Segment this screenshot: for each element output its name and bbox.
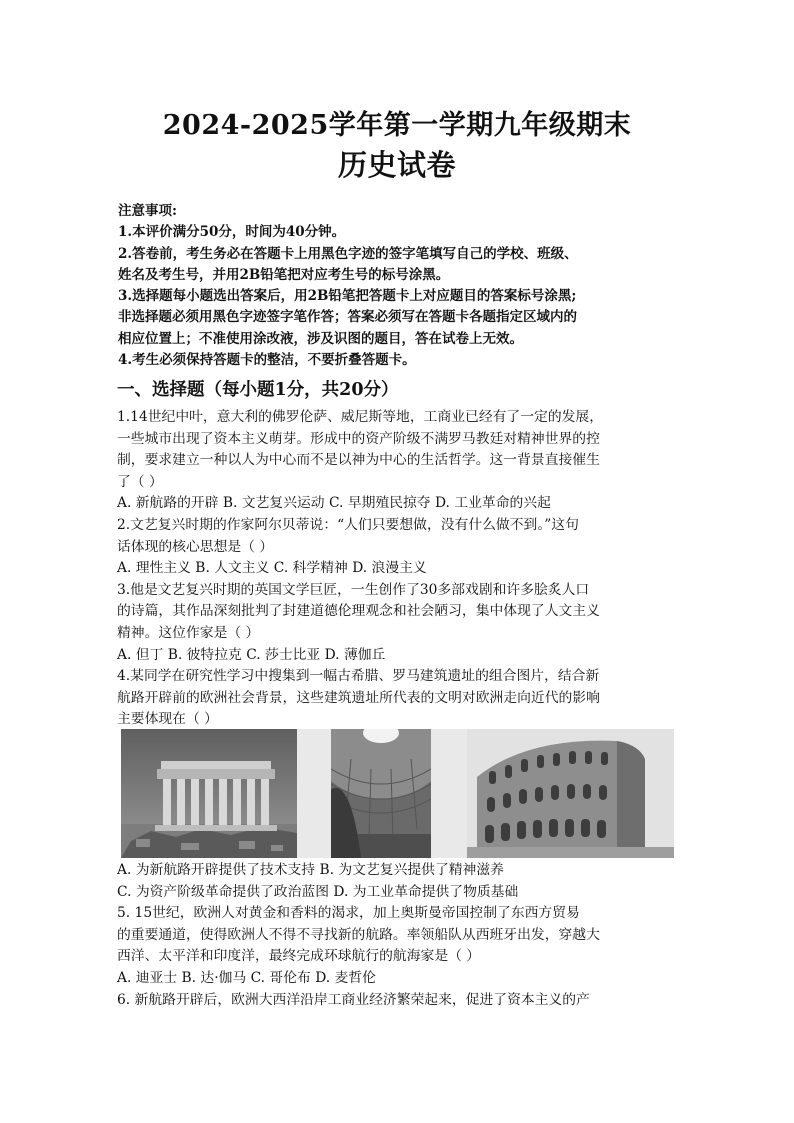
notes-heading: 注意事项: <box>118 203 177 219</box>
question-line: 西洋、太平洋和印度洋，最终完成环球航行的航海家是（ ） <box>117 948 481 965</box>
question-line: 精神。这位作家是（ ） <box>117 624 260 641</box>
question-line: 3.他是文艺复兴时期的英国文学巨匠，一生创作了30多部戏剧和许多脍炙人口 <box>117 581 590 598</box>
question-line: 一些城市出现了资本主义萌芽。形成中的资产阶级不满罗马教廷对精神世界的控 <box>117 430 600 447</box>
note-line: 4.考生必须保持答题卡的整洁，不要折叠答题卡。 <box>118 352 416 369</box>
questions-block-2 <box>117 860 692 1011</box>
question-line: 主要体现在（ ） <box>117 711 218 728</box>
section-heading: 一、选择题（每小题1分，共20分） <box>117 380 399 400</box>
options-line: A. 新航路的开辟 B. 文艺复兴运动 C. 早期殖民掠夺 D. 工业革命的兴起 <box>117 495 551 512</box>
options-line: A. 理性主义 B. 人文主义 C. 科学精神 D. 浪漫主义 <box>117 560 427 577</box>
question-line: 话体现的核心思想是（ ） <box>117 538 274 555</box>
question-line: 4.某同学在研究性学习中搜集到一幅古希腊、罗马建筑遗址的组合图片，结合新 <box>117 668 600 685</box>
colosseum-photo <box>467 729 674 858</box>
question-line: 2.文艺复兴时期的作家阿尔贝蒂说：“人们只要想做，没有什么做不到。”这句 <box>117 516 579 533</box>
question-line: 制，要求建立一种以人为中心而不是以神为中心的生活哲学。这一背景直接催生 <box>117 452 600 469</box>
parthenon-photo <box>121 729 297 858</box>
options-line: A. 但丁 B. 彼特拉克 C. 莎士比亚 D. 薄伽丘 <box>117 646 386 663</box>
question-line: 航路开辟前的欧洲社会背景，这些建筑遗址所代表的文明对欧洲走向近代的影响 <box>117 689 600 706</box>
exam-title: 2024-2025学年第一学期九年级期末 <box>162 110 632 141</box>
architecture-photo-strip <box>121 729 674 858</box>
note-line: 2.答卷前，考生务必在答题卡上用黑色字迹的签字笔填写自己的学校、班级、 <box>118 245 578 262</box>
questions-block-1 <box>117 407 692 731</box>
question-line: 的诗篇，其作品深刻批判了封建道德伦理观念和社会陋习，集中体现了人文主义 <box>117 603 600 620</box>
question-line: 6. 新航路开辟后，欧洲大西洋沿岸工商业经济繁荣起来，促进了资本主义的产 <box>117 991 590 1008</box>
note-line: 3.选择题每小题选出答案后，用2B铅笔把答题卡上对应题目的答案标号涂黑; <box>118 288 577 305</box>
pantheon-dome-photo <box>331 729 431 858</box>
question-line: 的重要通道，使得欧洲人不得不寻找新的航路。率领船队从西班牙出发，穿越大 <box>117 926 600 943</box>
question-line: 5. 15世纪，欧洲人对黄金和香料的渴求，加上奥斯曼帝国控制了东西方贸易 <box>117 905 580 922</box>
note-line: 姓名及考生号，并用2B铅笔把对应考生号的标号涂黑。 <box>118 266 450 283</box>
question-line: 了（ ） <box>117 473 163 490</box>
note-line: 1.本评价满分50分，时间为40分钟。 <box>118 224 346 241</box>
instructions <box>118 201 678 371</box>
question-line: 1.14世纪中叶，意大利的佛罗伦萨、威尼斯等地，工商业已经有了一定的发展， <box>117 409 604 425</box>
note-line: 非选择题必须用黑色字迹签字笔作答；答案必须写在答题卡各题指定区域内的 <box>118 309 577 326</box>
note-line: 相应位置上；不准使用涂改液，涉及识图的题目，答在试卷上无效。 <box>118 330 523 347</box>
options-line: A. 迪亚士 B. 达·伽马 C. 哥伦布 D. 麦哲伦 <box>117 969 376 986</box>
options-line: C. 为资产阶级革命提供了政治蓝图 D. 为工业革命提供了物质基础 <box>117 883 519 900</box>
options-line: A. 为新航路开辟提供了技术支持 B. 为文艺复兴提供了精神滋养 <box>117 862 504 878</box>
exam-subtitle: 历史试卷 <box>337 148 456 182</box>
